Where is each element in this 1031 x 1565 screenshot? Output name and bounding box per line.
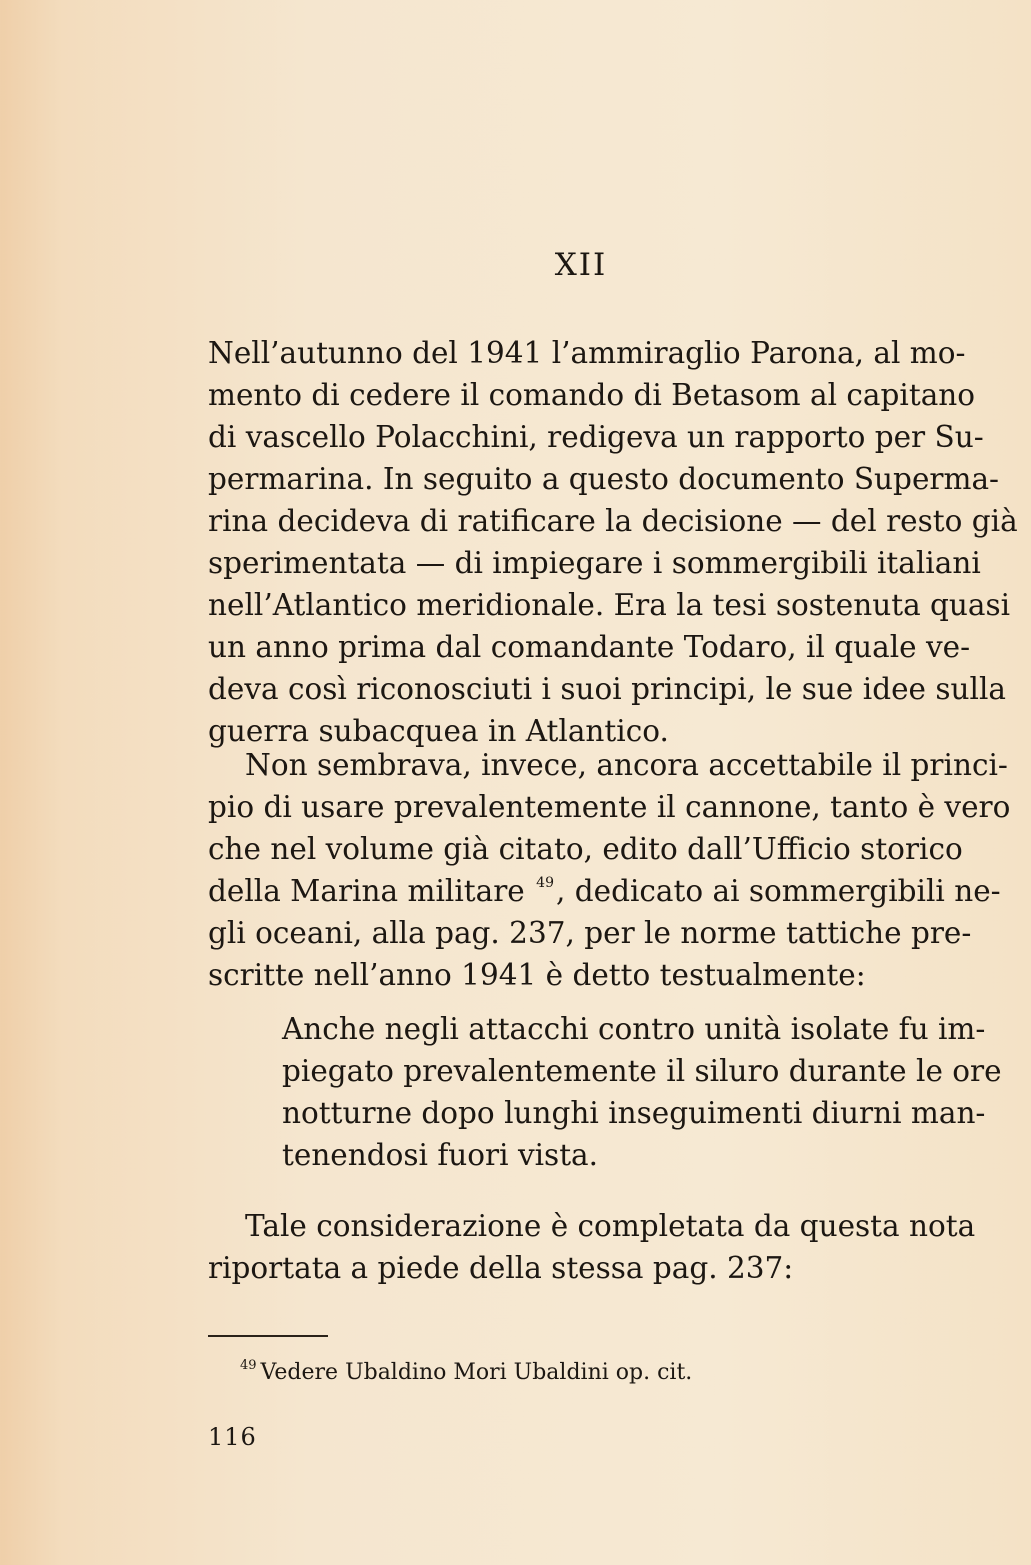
text-line: guerra subacquea in Atlantico. [208,714,669,748]
text-line: un anno prima dal comandante Todaro, il quale ve- [208,630,971,664]
text-line: permarina. In seguito a questo documento Superma- [208,462,1000,496]
quote-line: notturne dopo lunghi inseguimenti diurni man- [282,1096,986,1130]
footnote-reference: 49 [536,875,554,891]
paragraph-2 [208,744,1011,996]
text-line: pio di usare prevalentemente il cannone, tanto è vero [208,790,1011,824]
quote-line: Anche negli attacchi contro unità isolate fu im- [282,1012,986,1046]
paragraph-1 [208,332,1018,752]
text-line: deva così riconosciuti i suoi principi, le sue idee sulla [208,672,1006,706]
text-fragment: , dedicato ai sommergibili ne- [555,874,1001,908]
text-line: Nell’autunno del 1941 l’ammiraglio Parona, al mo- [208,336,966,370]
text-line: Non sembrava, invece, ancora accettabile il princi- [245,748,1008,782]
chapter-heading: XII [554,247,608,283]
text-line: rina decideva di ratificare la decisione — del resto già [208,504,1018,538]
text-line: nell’Atlantico meridionale. Era la tesi sostenuta quasi [208,588,1011,622]
text-line: riportata a piede della stessa pag. 237: [208,1251,794,1285]
text-line: Tale considerazione è completata da questa nota [245,1209,976,1243]
footnote-text: Vedere Ubaldino Mori Ubaldini op. cit. [260,1360,693,1385]
page-number: 116 [208,1423,257,1451]
footnote-number: 49 [240,1358,257,1373]
text-fragment: della Marina militare [208,874,525,908]
text-line: mento di cedere il comando di Betasom al capitano [208,378,976,412]
block-quote [282,1008,1002,1176]
text-line: di vascello Polacchini, redigeva un rapporto per Su- [208,420,984,454]
quote-line: piegato prevalentemente il siluro durante le ore [282,1054,1002,1088]
footnote [240,1358,692,1385]
paragraph-3 [208,1205,976,1289]
text-line: scritte nell’anno 1941 è detto testualmente: [208,958,866,992]
text-line: gli oceani, alla pag. 237, per le norme tattiche pre- [208,916,972,950]
text-line: che nel volume già citato, edito dall’Ufficio storico [208,832,963,866]
footnote-divider [208,1335,328,1337]
text-line: sperimentata — di impiegare i sommergibili italiani [208,546,981,580]
text-line-with-footnote-ref [208,870,1001,912]
quote-line: tenendosi fuori vista. [282,1138,599,1172]
